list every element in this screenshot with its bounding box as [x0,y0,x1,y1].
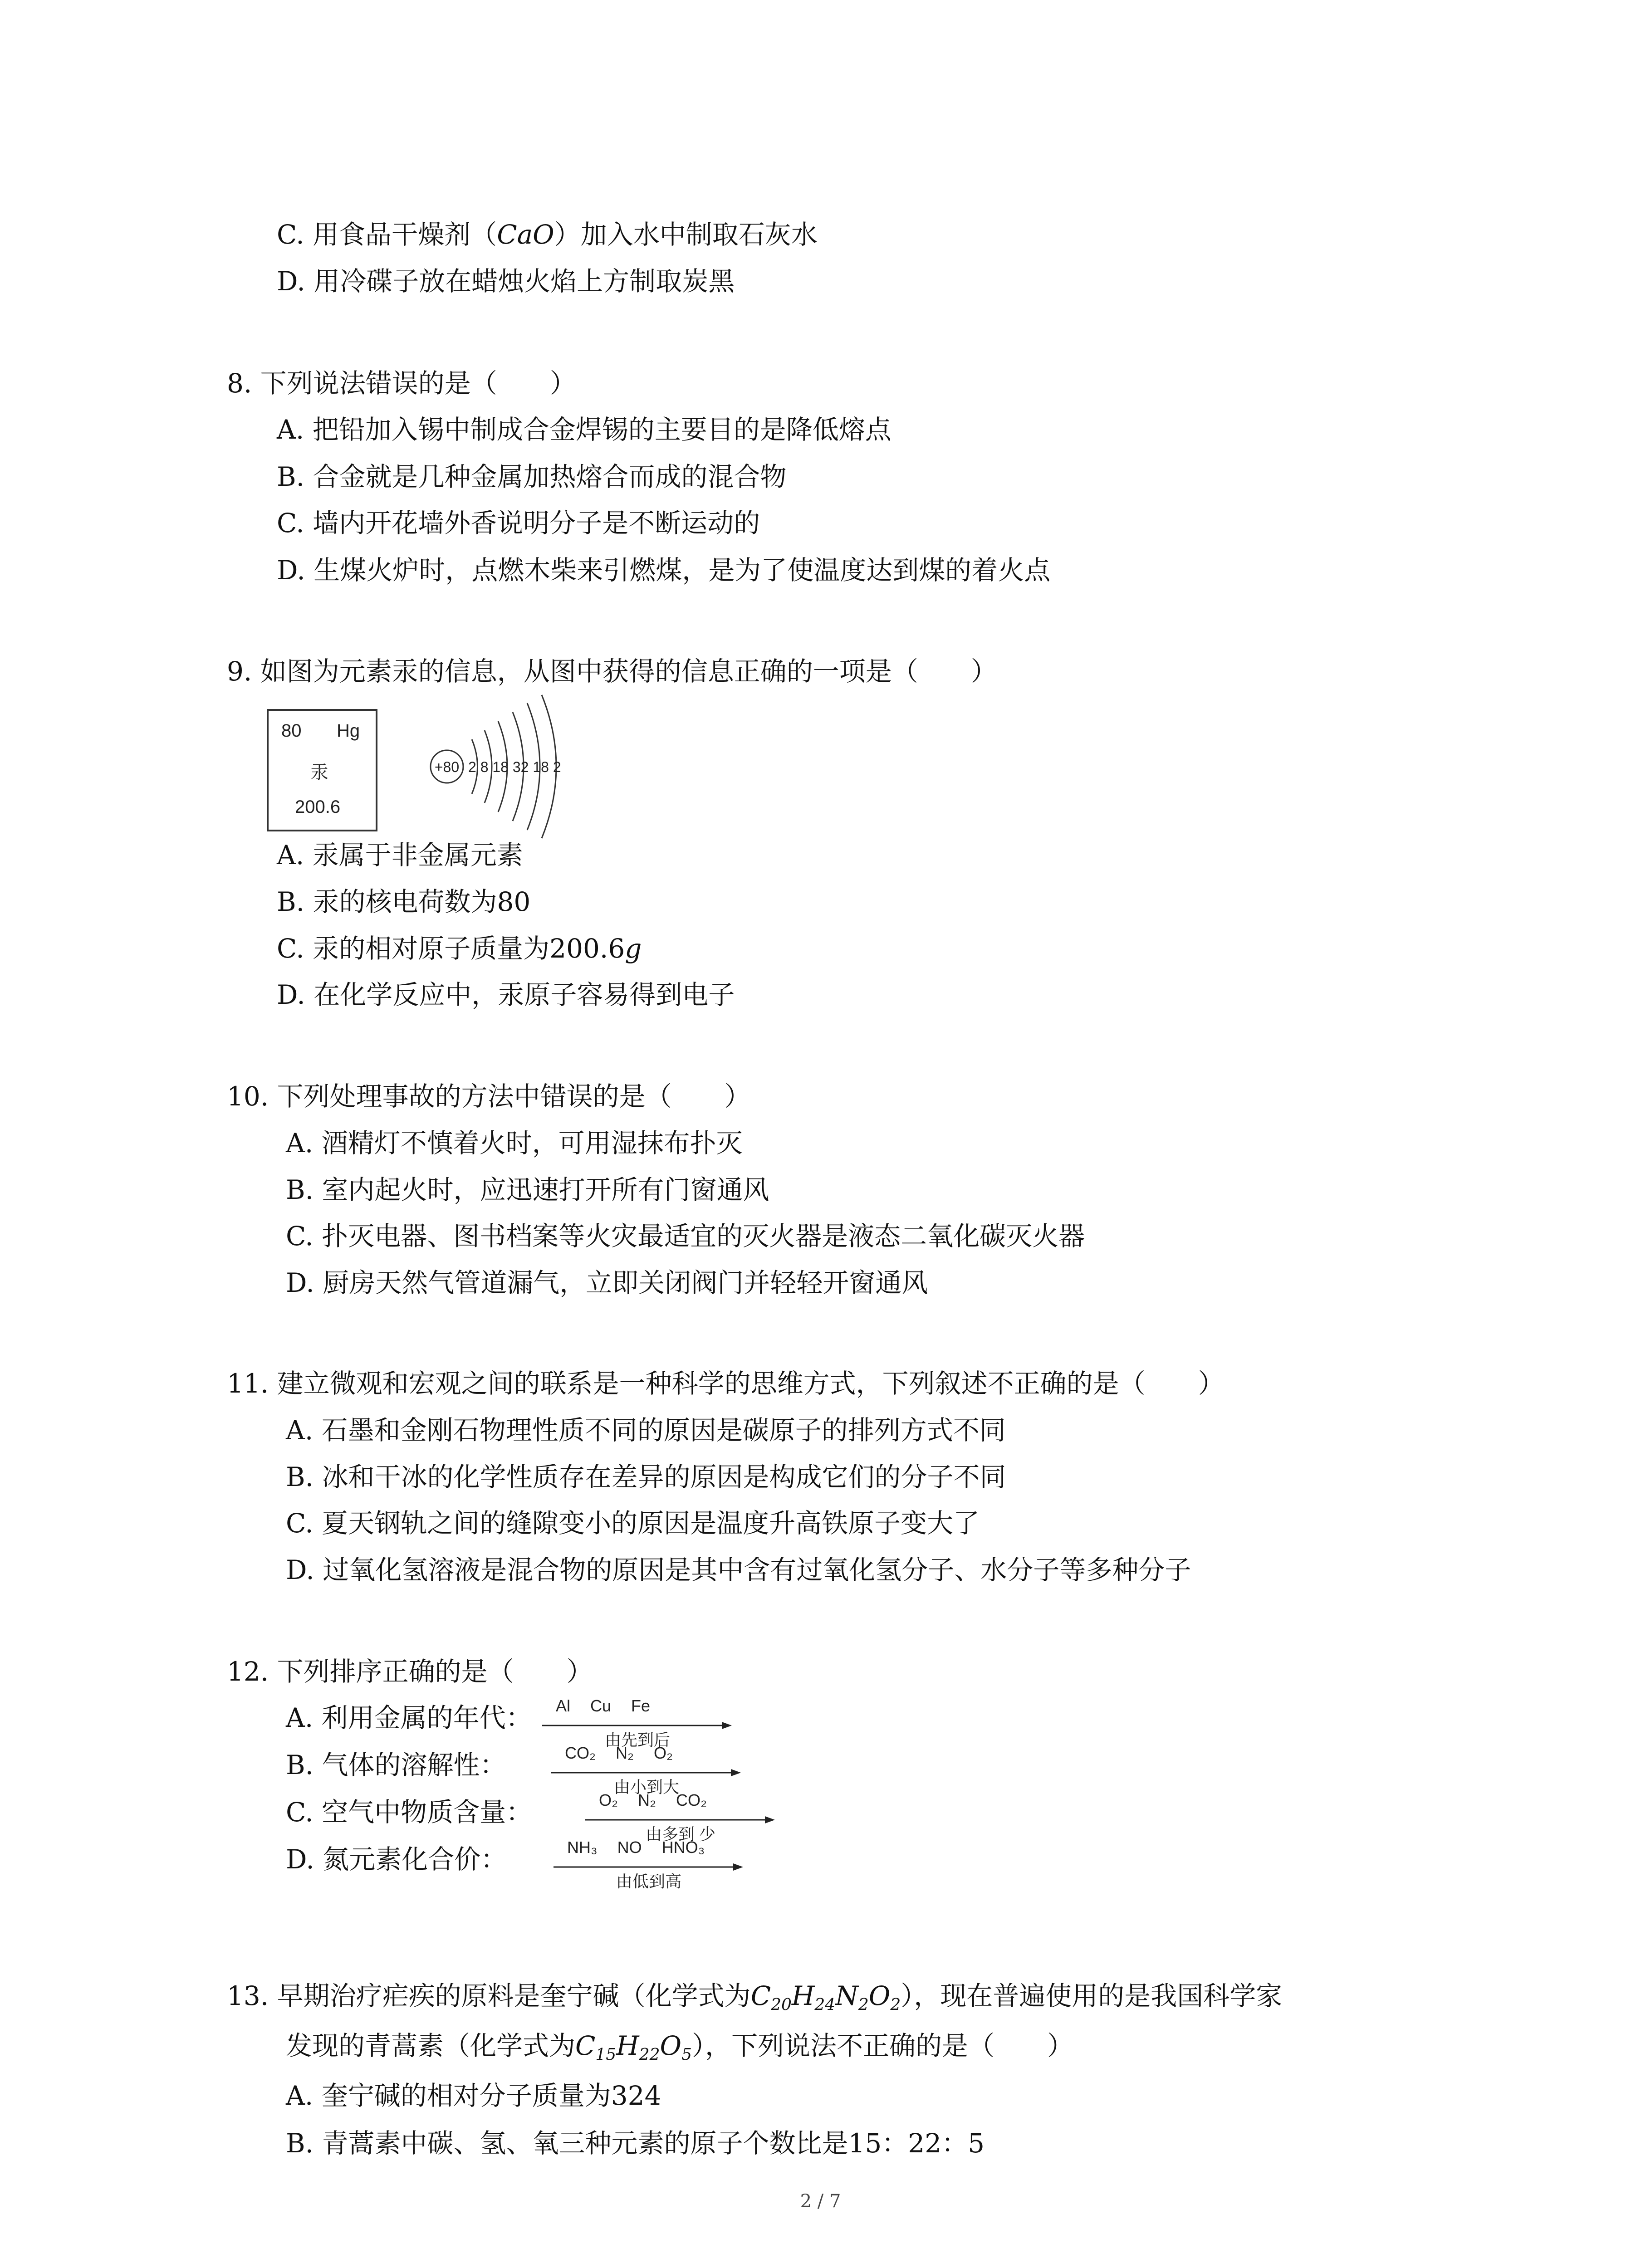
q12-option-d: D. 氮元素化合价： [286,1844,507,1875]
q7-option-c [277,219,818,250]
seq-item: CO₂ [676,1791,707,1809]
q12-option-a: A. 利用金属的年代： [286,1702,532,1733]
q10-option-d: D. 厨房天然气管道漏气，立即关闭阀门并轻轻开窗通风 [286,1267,928,1298]
q10-option-a: A. 酒精灯不慎着火时，可用湿抹布扑灭 [286,1128,743,1158]
q8-stem: 8. 下列说法错误的是（ ） [227,368,576,399]
q11-option-c: C. 夏天钢轨之间的缝隙变小的原因是温度升高铁原子变大了 [286,1508,980,1539]
q13-stem-line2 [286,2030,1073,2071]
seq-item: HNO₃ [661,1838,705,1857]
seq-item: O₂ [599,1791,618,1809]
seq-caption: 由多到 少 [645,1825,715,1843]
q9-stem: 9. 如图为元素汞的信息，从图中获得的信息正确的一项是（ ） [227,656,997,687]
seq-item: N₂ [615,1744,634,1762]
seq-item: NO [617,1838,642,1857]
q7-option-c-text: C. 用食品干燥剂（ [277,219,497,250]
q11-option-d: D. 过氧化氢溶液是混合物的原因是其中含有过氧化氢分子、水分子等多种分子 [286,1554,1191,1585]
q9-option-c-unit: g [625,933,642,964]
seq-item: N₂ [637,1791,656,1809]
element-name: 汞 [310,762,328,783]
q12-option-b: B. 气体的溶解性： [286,1750,506,1780]
q10-option-c: C. 扑灭电器、图书档案等火灾最适宜的灭火器是液态二氧化碳灭火器 [286,1221,1085,1251]
seq-item: Fe [631,1696,651,1715]
q13-stem2-text: 发现的青蒿素（化学式为 [286,2030,576,2061]
mercury-atom-structure-diagram [426,689,590,844]
q11-stem: 11. 建立微观和宏观之间的联系是一种科学的思维方式，下列叙述不正确的是（ ） [227,1368,1225,1399]
q12-c-sequence [585,1791,776,1841]
seq-item: CO₂ [565,1744,596,1762]
q12-option-c: C. 空气中物质含量： [286,1797,533,1828]
q12-b-sequence [551,1744,742,1794]
seq-item: O₂ [653,1744,673,1762]
seq-item: Cu [590,1696,612,1715]
seq-item: Al [556,1696,571,1715]
nucleus-charge: +80 [434,759,460,775]
q13-option-a: A. 奎宁碱的相对分子质量为324 [286,2080,661,2111]
shell-electron-counts: 2 8 18 32 18 2 [468,759,561,775]
seq-caption: 由先到后 [604,1730,670,1749]
q9-option-a: A. 汞属于非金属元素 [277,840,523,870]
q13-stem-text: 13. 早期治疗疟疾的原料是奎宁碱（化学式为 [227,1980,751,2011]
seq-caption: 由小到大 [613,1778,679,1796]
q12-stem: 12. 下列排序正确的是（ ） [227,1656,593,1687]
q9-option-c-text: C. 汞的相对原子质量为200.6 [277,933,625,964]
q9-option-d: D. 在化学反应中，汞原子容易得到电子 [277,979,735,1010]
element-symbol: Hg [337,721,360,741]
q8-option-c: C. 墙内开花墙外香说明分子是不断运动的 [277,508,760,538]
formula-quinine: $C_{20}H_{24}N_2O_2$ [750,1980,901,2014]
q7-option-c-tail: ）加入水中制取石灰水 [554,219,818,250]
atomic-number: 80 [281,721,302,741]
q13-stem-line1 [227,1980,1282,2021]
q13-stem2-tail: ），下列说法不正确的是（ ） [691,2030,1073,2061]
formula-artemisinin: $C_{15}H_{22}O_5$ [575,2030,692,2064]
q11-option-a: A. 石墨和金刚石物理性质不同的原因是碳原子的排列方式不同 [286,1415,1006,1446]
q10-stem: 10. 下列处理事故的方法中错误的是（ ） [227,1081,751,1112]
seq-caption: 由低到高 [616,1872,681,1891]
atomic-mass: 200.6 [295,797,341,817]
q9-option-b: B. 汞的核电荷数为80 [277,886,531,917]
formula-cao: CaO [497,219,554,250]
q8-option-b: B. 合金就是几种金属加热熔合而成的混合物 [277,461,787,492]
q12-a-sequence [542,1696,733,1749]
q13-stem-tail: ），现在普遍使用的是我国科学家 [901,1980,1283,2011]
q10-option-b: B. 室内起火时，应迅速打开所有门窗通风 [286,1174,769,1205]
q11-option-b: B. 冰和干冰的化学性质存在差异的原因是构成它们的分子不同 [286,1461,1006,1492]
page-number: 2 / 7 [800,2191,841,2212]
seq-item: NH₃ [567,1838,598,1857]
q8-option-d: D. 生煤火炉时，点燃木柴来引燃煤，是为了使温度达到煤的着火点 [277,555,1051,586]
mercury-element-card [267,709,377,831]
q9-option-c [277,933,642,964]
q13-option-b: B. 青蒿素中碳、氢、氧三种元素的原子个数比是15：22：5 [286,2128,985,2159]
q7-option-d: D. 用冷碟子放在蜡烛火焰上方制取炭黑 [277,266,735,297]
q8-option-a: A. 把铅加入锡中制成合金焊锡的主要目的是降低熔点 [277,414,892,445]
q12-d-sequence [554,1838,744,1891]
